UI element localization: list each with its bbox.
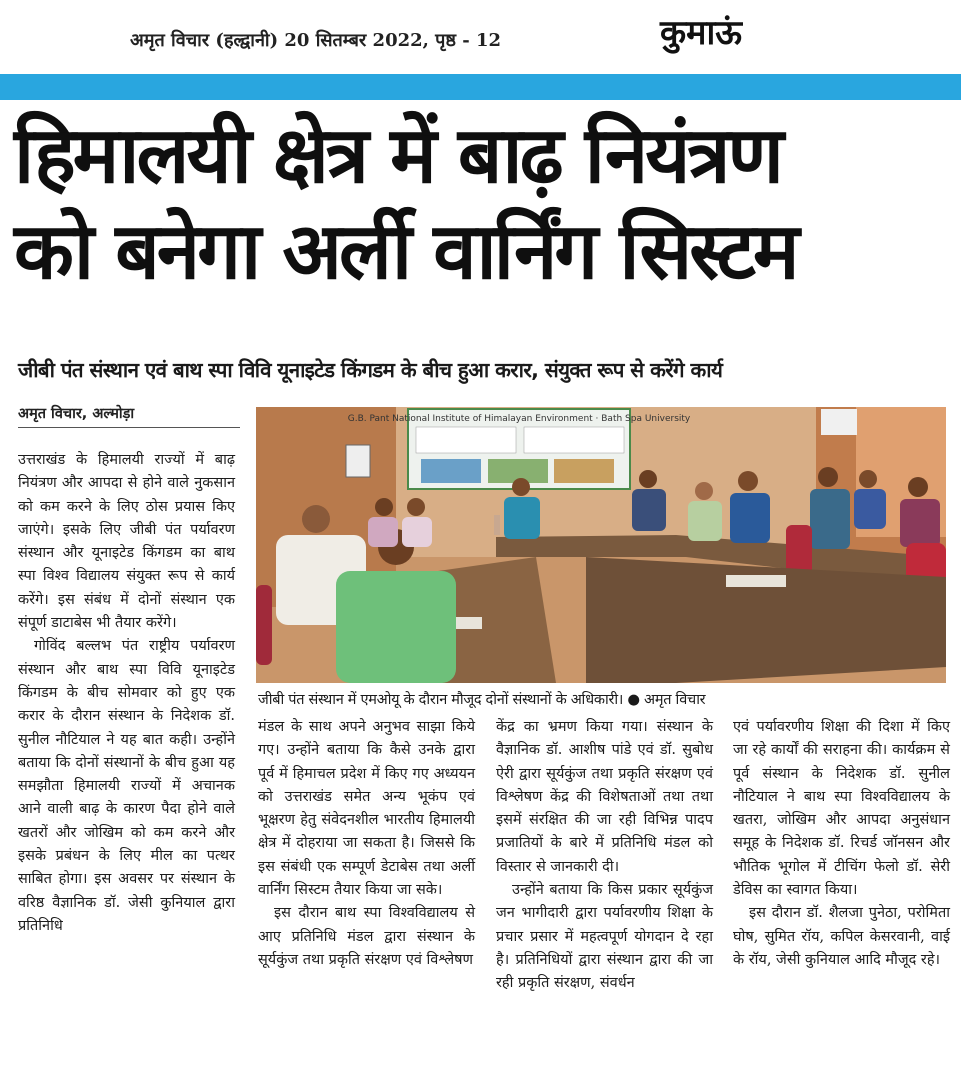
- column-2-paragraph-2: इस दौरान बाथ स्पा विश्वविद्यालय से आए प्रतिनिधि मंडल द्वारा संस्थान के सूर्यकुंज तथा प्रकृति संरक्षण एवं विश्लेषण: [258, 905, 475, 968]
- section-color-bar: [0, 74, 961, 100]
- article-photo: [256, 407, 946, 683]
- subheadline: जीबी पंत संस्थान एवं बाथ स्पा विवि यूनाइटेड किंगडम के बीच हुआ करार, संयुक्त रूप से करेंगे कार्य: [18, 358, 723, 382]
- column-3-paragraph-1: केंद्र का भ्रमण किया गया। संस्थान के वैज्ञानिक डॉ. आशीष पांडे एवं डॉ. सुबोध ऐरी द्वारा सूर्यकुंज तथा प्रकृति संरक्षण एवं विश्लेषण केंद्र की विशेषताओं तथा तथा इसमें संरक्षित की जा रही विभिन्न पादप प्रजातियों के बारे में प्रतिनिधि मंडल को विस्तार से जानकारी दी।: [496, 719, 713, 875]
- column-3-paragraph-2: उन्होंने बताया कि किस प्रकार सूर्यकुंज जन भागीदारी द्वारा पर्यावरणीय शिक्षा के प्रचार प्रसार में महत्वपूर्ण योगदान दे रहा है। प्रतिनिधियों द्वारा संस्थान द्वारा की जा रही प्रकृति संरक्षण, संवर्धन: [496, 882, 713, 992]
- column-4-paragraph-1: एवं पर्यावरणीय शिक्षा की दिशा में किए जा रहे कार्यों की सराहना की। कार्यक्रम से पूर्व संस्थान के निदेशक डॉ. सुनील नौटियाल ने बाथ स्पा विश्वविद्यालय के खतरा, जोखिम और आपदा अनुसंधान समूह के निदेशक डॉ. रिचर्ड जॉनसन और भौतिक भूगोल में टीचिंग फेलो डॉ. सेरी डेविस का स्वागत किया।: [733, 719, 950, 899]
- masthead-date-page: अमृत विचार (हल्द्वानी) 20 सितम्बर 2022, पृष्ठ - 12: [130, 30, 502, 51]
- column-4-paragraph-2: इस दौरान डॉ. शैलजा पुनेठा, परोमिता घोष, सुमित रॉय, कपिल केसरवानी, वाई के रॉय, जेसी कुनियाल आदि मौजूद रहे।: [733, 905, 950, 968]
- column-2-paragraph-1: मंडल के साथ अपने अनुभव साझा किये गए। उन्होंने बताया कि कैसे उनके द्वारा पूर्व में हिमाचल प्रदेश में किए गए अध्ययन को उत्तराखंड समेत अन्य भूकंप एवं भूक्षरण हेतु संवेदनशील भारतीय हिमालयी क्षेत्र में दोहराया जा सकता है। जिससे कि इस संबंधी एक सम्पूर्ण डेटाबेस तथा अर्ली वार्निंग सिस्टम तैयार किया जा सके।: [258, 719, 475, 899]
- byline-divider: [18, 427, 240, 428]
- headline-line-2: को बनेगा अर्ली वार्निंग सिस्टम: [14, 207, 797, 297]
- article-column-3: [496, 716, 713, 996]
- column-1-paragraph-2: गोविंद बल्लभ पंत राष्ट्रीय पर्यावरण संस्थान और बाथ स्पा विवि यूनाइटेड किंगडम के बीच सोमवार को हुए एक करार के दौरान संस्थान के निदेशक डॉ. सुनील नौटियाल ने यह बात कही। उन्होंने बताया कि दोनों संस्थानों के बीच हुआ यह समझौता हिमालयी राज्यों में अचानक आने वाली बाढ़ के कारण पैदा होने वाले खतरों और जोखिम को कम करने और इसके प्रबंधन के लिए मील का पत्थर साबित होगा। इस अवसर पर संस्थान के वरिष्ठ वैज्ञानिक डॉ. जेसी कुनियाल द्वारा प्रतिनिधि: [18, 638, 235, 934]
- column-1-paragraph-1: उत्तराखंड के हिमालयी राज्यों में बाढ़ नियंत्रण और आपदा से होने वाले नुकसान को कम करने के लिए ठोस प्रयास किए जाएंगे। इसके लिए जीबी पंत पर्यावरण संस्थान और यूनाइटेड किंगडम का बाथ स्पा विश्व विद्यालय संयुक्त रूप से कार्य करेंगे। इस संबंध में दोनों संस्थान एक संपूर्ण डाटाबेस भी तैयार करेंगे।: [18, 452, 235, 632]
- masthead: [0, 0, 961, 72]
- photo-caption: जीबी पंत संस्थान में एमओयू के दौरान मौजूद दोनों संस्थानों के अधिकारी। ● अमृत विचार: [258, 692, 706, 708]
- byline: अमृत विचार, अल्मोड़ा: [18, 406, 135, 422]
- article-column-4: [733, 716, 950, 972]
- banner-text: G.B. Pant National Institute of Himalayan Environment · Bath Spa University: [347, 414, 691, 424]
- article-column-2: [258, 716, 475, 972]
- article-column-1: [18, 449, 235, 938]
- masthead-region: कुमाऊं: [660, 13, 742, 53]
- headline-line-1: हिमालयी क्षेत्र में बाढ़ नियंत्रण: [14, 111, 781, 201]
- headline: [14, 108, 954, 300]
- meeting-photo-illustration: [256, 407, 946, 683]
